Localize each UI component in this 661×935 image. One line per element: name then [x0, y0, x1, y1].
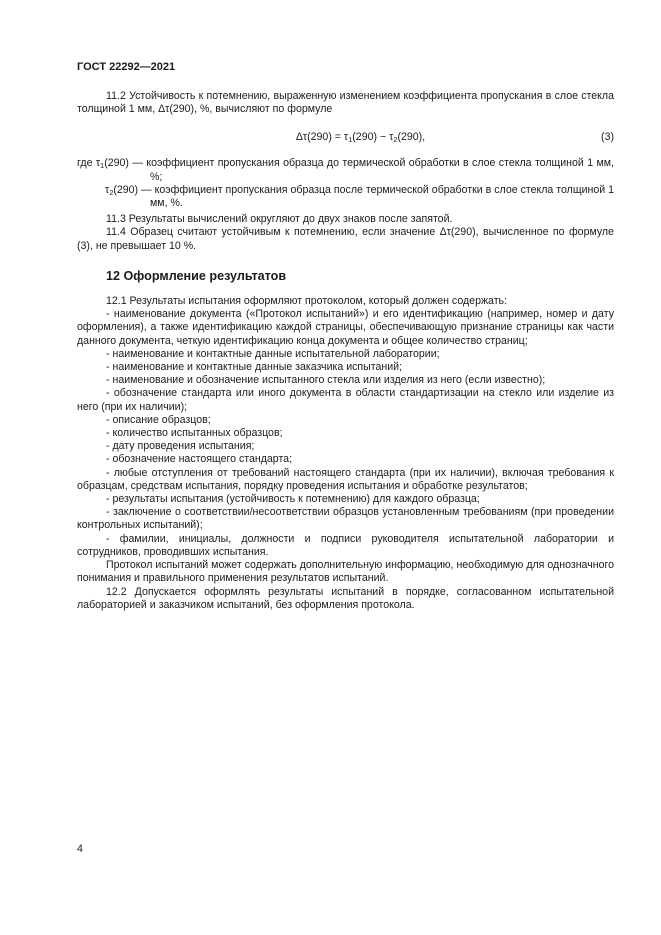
paragraph-11-2: 11.2 Устойчивость к потемнению, выраженную изменением коэффициента пропускания в слое стекла толщиной 1 мм, Δτ(290), %, вычисляют по формуле: [77, 90, 614, 116]
document-header: ГОСТ 22292—2021: [77, 61, 176, 73]
paragraph-11-4: 11.4 Образец считают устойчивым к потемнению, если значение Δτ(290), вычисленное по формуле (3), не превышает 10 %.: [77, 226, 614, 252]
list-item: - результаты испытания (устойчивость к потемнению) для каждого образца;: [106, 493, 480, 506]
section-12-heading: 12 Оформление результатов: [106, 268, 287, 283]
list-item: - фамилии, инициалы, должности и подписи руководителя испытательной лаборатории и сотрудников, проводивших испытания.: [77, 532, 614, 558]
list-item: - количество испытанных образцов;: [106, 427, 283, 440]
where-definition-tau2: $\tau_2(290)$ — коэффициент пропускания образца после термической обработки в слое стекла толщиной 1 мм, %.: [105, 183, 614, 210]
list-item: - наименование и контактные данные испытательной лаборатории;: [106, 347, 440, 360]
list-item: - описание образцов;: [106, 413, 211, 426]
page-number: 4: [77, 843, 83, 855]
list-item: - обозначение настоящего стандарта;: [106, 453, 293, 466]
list-item: - наименование документа («Протокол испытаний») и его идентификацию (например, номер и дату оформления), а также идентификацию каждой страницы, обеспечивающую признание страницы как части данного документа, четкую идентификацию конца документа и общее количество страниц;: [77, 308, 614, 347]
formula-expression: $\Delta\tau(290) = \tau_1(290) - \tau_2(290)$,: [295, 131, 426, 145]
formula-number: (3): [601, 131, 614, 144]
list-item: - любые отступления от требований настоящего стандарта (при их наличии), включая требования к образцам, средствам испытания, порядку проведения испытания и обработке результатов;: [77, 466, 614, 492]
paragraph-protocol-extra: Протокол испытаний может содержать дополнительную информацию, необходимую для однозначного понимания и правильного применения результатов испытаний.: [77, 559, 614, 585]
list-item: - заключение о соответствии/несоответствии образцов установленным требованиям (при проведении контрольных испытаний);: [77, 506, 614, 532]
paragraph-12-1: 12.1 Результаты испытания оформляют протоколом, который должен содержать:: [106, 295, 508, 308]
where-definition-tau1: где $\tau_1(290)$ — коэффициент пропускания образца до термической обработки в слое стекла толщиной 1 мм, %;: [77, 157, 615, 183]
list-item: - дату проведения испытания;: [106, 440, 255, 453]
list-item: - наименование и контактные данные заказчика испытаний;: [106, 361, 403, 374]
list-item: - обозначение стандарта или иного документа в области стандартизации на стекло или изделие из него (при их наличии);: [77, 387, 614, 413]
document-body: [77, 90, 614, 612]
paragraph-11-3: 11.3 Результаты вычислений округляют до двух знаков после запятой.: [106, 213, 453, 226]
list-item: - наименование и обозначение испытанного стекла или изделия из него (если известно);: [106, 374, 546, 387]
formula-3: [77, 131, 614, 145]
paragraph-12-2: 12.2 Допускается оформлять результаты испытаний в порядке, согласованном испытательной лабораторией и заказчиком испытаний, без оформления протокола.: [77, 585, 614, 611]
